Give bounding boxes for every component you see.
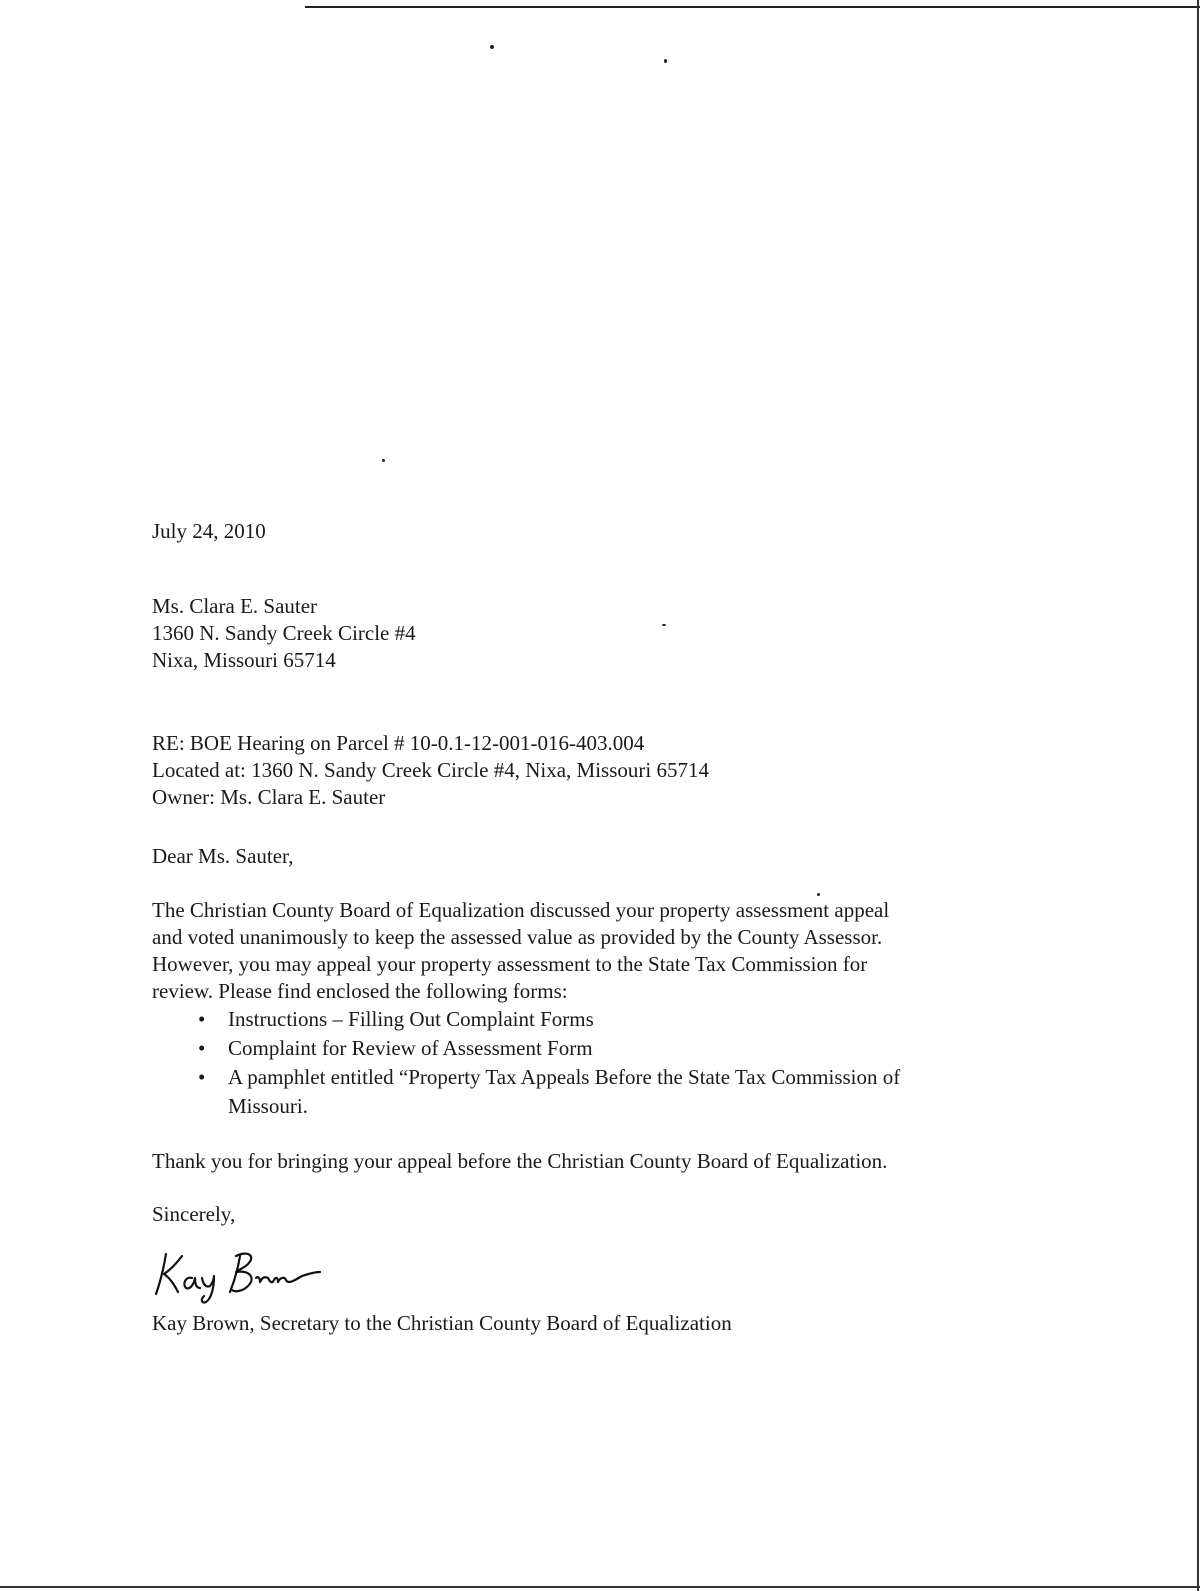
closing: Sincerely, <box>152 1202 236 1226</box>
enclosure-text-continued: Missouri. <box>228 1094 308 1118</box>
body-line: and voted unanimously to keep the assessed value as provided by the County Assessor. <box>152 925 883 949</box>
list-item <box>152 1005 900 1034</box>
scan-speck <box>382 459 385 462</box>
signer-line: Kay Brown, Secretary to the Christian County Board of Equalization <box>152 1311 732 1335</box>
list-item <box>152 1063 900 1121</box>
reference-parcel: RE: BOE Hearing on Parcel # 10-0.1-12-001-016-403.004 <box>152 731 645 755</box>
handwritten-signature <box>152 1242 327 1304</box>
enclosure-text: Instructions – Filling Out Complaint Forms <box>228 1007 594 1031</box>
scan-speck <box>664 59 667 63</box>
scan-top-rule <box>305 6 1200 8</box>
scan-speck <box>817 893 820 896</box>
bullet-icon: • <box>198 1065 206 1089</box>
thanks-line: Thank you for bringing your appeal before the Christian County Board of Equalization. <box>152 1149 888 1173</box>
bullet-icon: • <box>198 1007 206 1031</box>
enclosure-text: A pamphlet entitled “Property Tax Appeals Before the State Tax Commission of <box>228 1065 901 1089</box>
letter-date: July 24, 2010 <box>152 519 266 543</box>
body-line: review. Please find enclosed the following forms: <box>152 979 568 1003</box>
scan-speck <box>490 45 494 49</box>
body-line: However, you may appeal your property assessment to the State Tax Commission for <box>152 952 868 976</box>
body-paragraph <box>152 897 1032 1005</box>
reference-block <box>152 730 709 811</box>
bullet-icon: • <box>198 1036 206 1060</box>
enclosure-list <box>152 1005 900 1121</box>
enclosure-text: Complaint for Review of Assessment Form <box>228 1036 593 1060</box>
recipient-address <box>152 593 416 674</box>
salutation: Dear Ms. Sauter, <box>152 844 294 868</box>
body-line: The Christian County Board of Equalization discussed your property assessment appeal <box>152 898 890 922</box>
scan-speck <box>662 624 666 626</box>
recipient-name: Ms. Clara E. Sauter <box>152 594 318 618</box>
reference-location: Located at: 1360 N. Sandy Creek Circle #4, Nixa, Missouri 65714 <box>152 758 709 782</box>
scan-right-edge <box>1197 0 1199 1591</box>
recipient-street: 1360 N. Sandy Creek Circle #4 <box>152 621 416 645</box>
scan-bottom-edge <box>0 1586 1200 1588</box>
recipient-city: Nixa, Missouri 65714 <box>152 648 336 672</box>
list-item <box>152 1034 900 1063</box>
reference-owner: Owner: Ms. Clara E. Sauter <box>152 785 386 809</box>
